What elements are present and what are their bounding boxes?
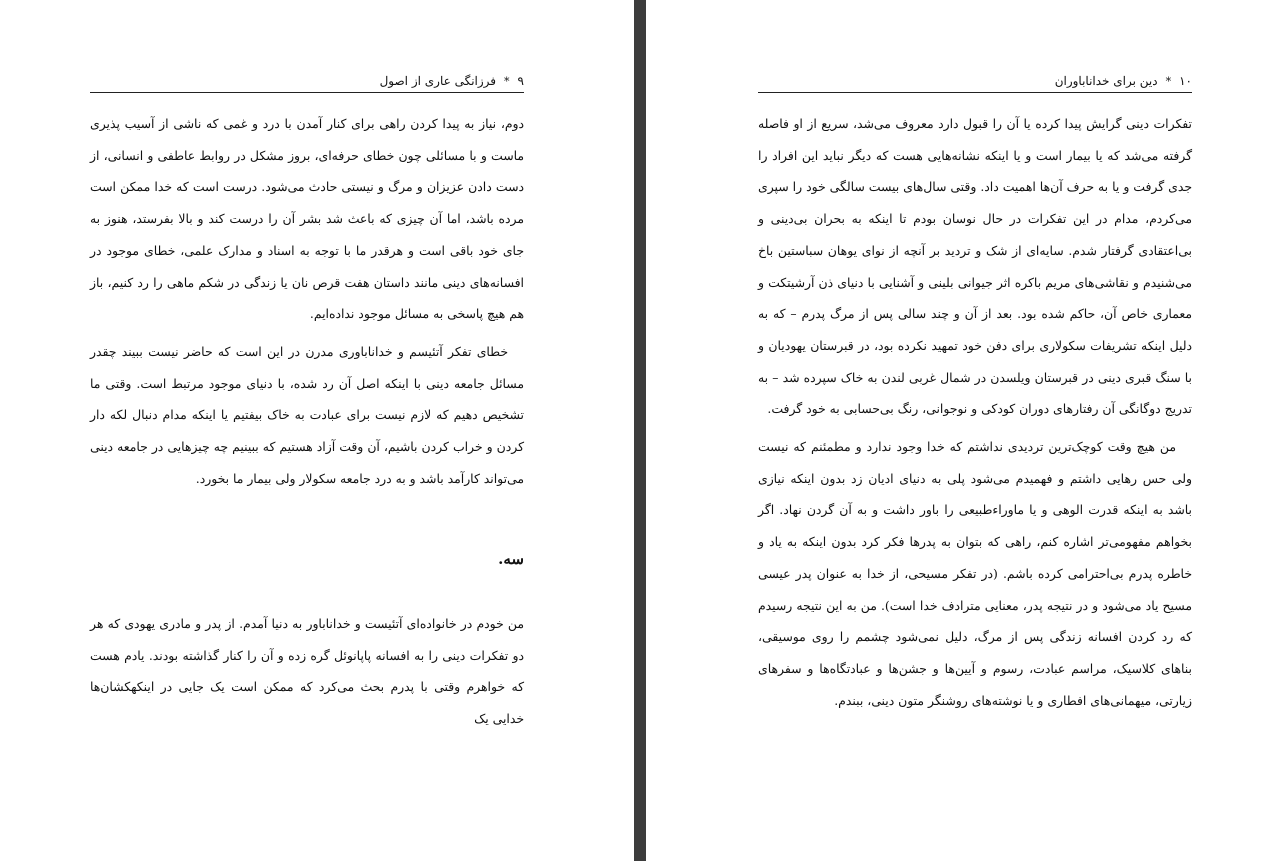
book-gutter [634,0,646,861]
right-page [646,0,1280,861]
header-separator-icon: * [504,74,510,88]
paragraph: من خودم در خانواده‌ای آتئیست و خداناباور به دنیا آمدم. از پدر و مادری یهودی که هر دو تفکرات دینی را به افسانه پاپانوئل گره زده و آن را کنار گذاشته بودند. یادم هست که خواهرم وقتی با پدرم بحث می‌کرد که ممکن است یک جایی در اینکهکشان‌ها خدایی یک [90,616,524,727]
paragraph: خطای تفکر آتئیسم و خداناباوری مدرن در این است که حاضر نیست ببیند چقدر مسائل جامعه دینی با اینکه اصل آن رد شده، با دنیای موجود مرتبط است. وقتی ما تشخیص دهیم که لازم نیست برای عبادت به خاک بیفتیم یا اینکه مدام دنبال لکه دار کردن و خراب کردن باشیم، آن وقت آزاد هستیم که ببینیم چه چیزهایی در جامعه دینی می‌تواند کارآمد باشد و به درد جامعه سکولار ولی بیمار ما بخورد. [90,343,524,486]
section-heading: سه. [498,550,524,568]
left-body-text-1 [90,108,524,494]
left-body-text-2 [90,608,524,735]
running-title: فرزانگی عاری از اصول [379,74,497,88]
left-page [0,0,634,861]
paragraph: تفکرات دینی گرایش پیدا کرده یا آن را قبول دارد معروف می‌شد، سریع از او فاصله گرفته می‌شد که یا بیمار است و یا اینکه نشانه‌هایی هست که دیگر نباید این افراد را جدی گرفت و یا به حرف آن‌ها اهمیت داد. وقتی سال‌های بیست سالگی خود را سپری می‌کردم، مدام در این تفکرات در حال نوسان بودم تا اینکه به بحران بی‌دینی و بی‌اعتقادی گرفتار شدم. سایه‌ای از شک و تردید بر آنچه از نوای یوهان سباستین باخ می‌شنیدم و نقاشی‌های مریم باکره اثر جیوانی بلینی و آشنایی با دنیای ذن آرشیتکت و معماری خاص آن، حاکم شده بود. بعد از آن و چند سالی پس از مرگ پدرم – که به دلیل اینکه تشریفات سکولاری برای دفن خود تمهید نکرده بود، در قبرستان یهودیان و با سنگ قبری دینی در قبرستان ویلسدن در شمال غربی لندن به خاک سپرده شد – به تدریج دوگانگی آن رفتارهای دوران کودکی و نوجوانی، رنگ بی‌حسابی به خود گرفت. [758,116,1192,417]
page-number: ۹ [517,74,524,88]
right-page-header [758,70,1192,93]
page-number: ۱۰ [1179,74,1192,88]
paragraph: من هیچ وقت کوچک‌ترین تردیدی نداشتم که خدا وجود ندارد و مطمئنم که نیست ولی حس رهایی داشتم و فهمیدم می‌شود پلی به دنیای ادیان زد بدون اینکه نیازی باشد به اینکه قدرت الوهی و یا ماوراءطبیعی را باور داشت و به آن گردن نهاد. اگر بخواهم مفهومی‌تر اشاره کنم، راهی که بتوان به پدرها فکر کرد بدون اینکه به یاد و خاطره پدرم بی‌احترامی کرده باشم. (در تفکر مسیحی، از خدا به عنوان پدر عیسی مسیح یاد می‌شود و در نتیجه پدر، معنایی مترادف خدا است). من به این نتیجه رسیدم که رد کردن افسانه زندگی پس از مرگ، دلیل نمی‌شود چشمم را روی موسیقی، بناهای کلاسیک، مراسم عبادت، رسوم و آیین‌ها و جشن‌ها و عبادتگاه‌ها و سفرهای زیارتی، میهمانی‌های افطاری و یا نوشته‌های روشنگر متون دینی، ببندم. [758,439,1192,708]
running-title: دین برای خداناباوران [1054,74,1158,88]
header-separator-icon: * [1165,74,1172,88]
paragraph: دوم، نیاز به پیدا کردن راهی برای کنار آمدن با درد و غمی که ناشی از آسیب پذیری ماست و با مسائلی چون خطای حرفه‌ای، بروز مشکل در روابط عاطفی و انسانی، از دست دادن عزیزان و مرگ و نیستی حادث می‌شود. درست است که خدا ممکن است مرده باشد، اما آن چیزی که باعث شد بشر آن را درست کند و بالا بفرستد، هنوز به جای خود باقی است و هرقدر ما با توجه به اسناد و مدارک علمی، خطای موجود در افسانه‌های دینی مانند داستان هفت قرص نان یا زندگی در شکم ماهی را رد کنیم، باز هم هیچ پاسخی به مسائل موجود نداده‌ایم. [90,116,524,322]
left-page-header [90,70,524,93]
right-body-text [758,108,1192,716]
